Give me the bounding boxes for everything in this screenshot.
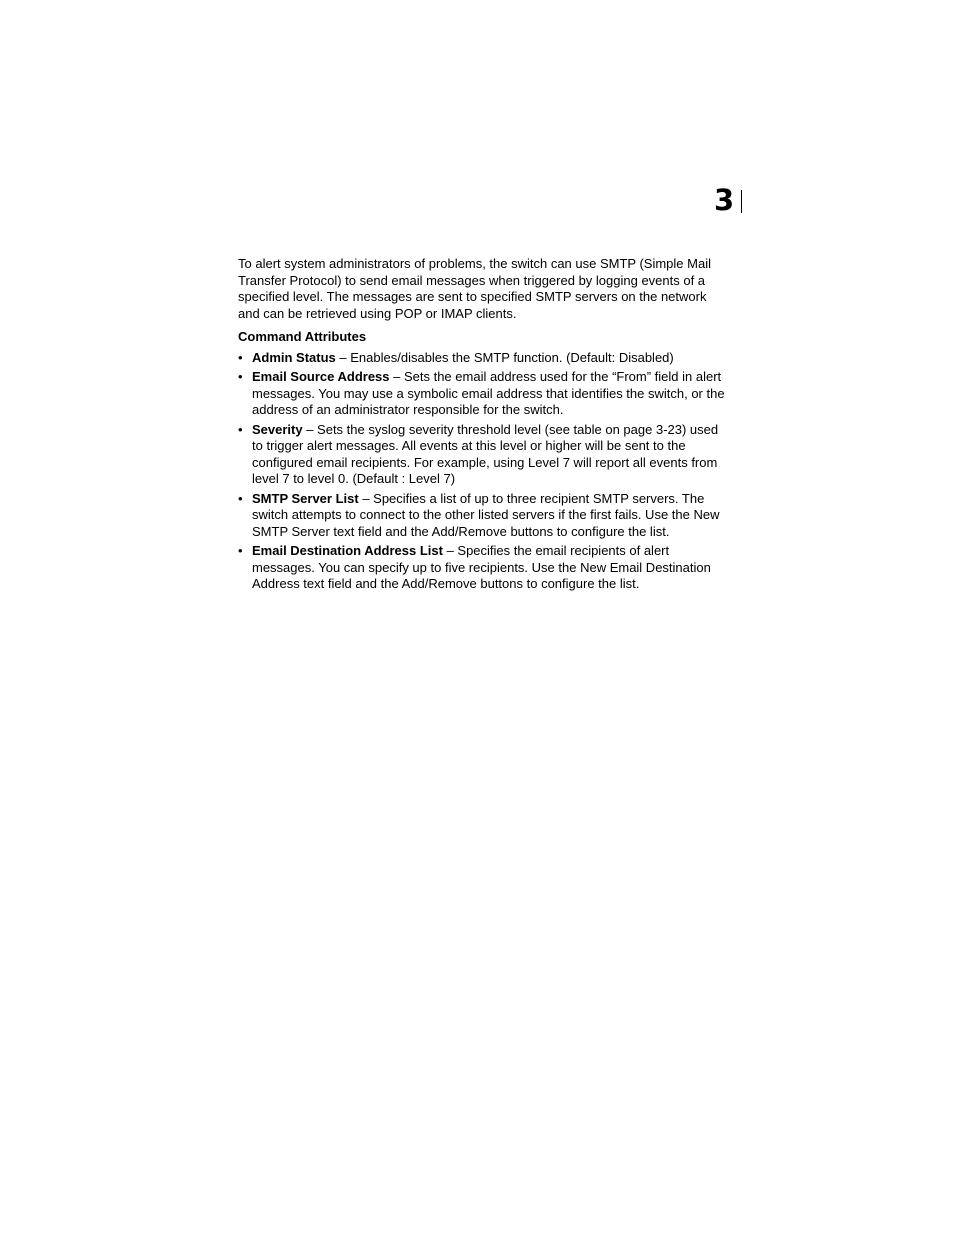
bullet: • bbox=[238, 349, 243, 365]
attribute-term: Severity bbox=[252, 421, 303, 437]
attribute-item-smtp-server-list bbox=[238, 491, 730, 541]
attribute-description: – Sets the email address used for the “From” field in alert messages. You may use a symbolic email address that identifies the switch, or the address of an administrator responsible for the switch. bbox=[252, 369, 725, 417]
bullet: • bbox=[238, 369, 243, 384]
attribute-description: – Specifies a list of up to three recipient SMTP servers. The switch attempts to connect to the other listed servers if the first fails. Use the New SMTP Server text field and the Add/Remove buttons to configure the list. bbox=[252, 490, 720, 539]
attribute-description: – Specifies the email recipients of alert messages. You can specify up to five recipients. Use the New Email Destination Address text field and the Add/Remove buttons to configure the list. bbox=[252, 543, 711, 591]
attribute-item-email-destination-address-list bbox=[238, 543, 730, 593]
attribute-term: Admin Status bbox=[252, 349, 336, 365]
attribute-description: – Enables/disables the SMTP function. (Default: Disabled) bbox=[335, 349, 674, 365]
attribute-list bbox=[238, 350, 730, 593]
attribute-item-admin-status bbox=[238, 350, 730, 367]
attribute-term: SMTP Server List bbox=[252, 490, 359, 506]
chapter-marker bbox=[714, 185, 744, 215]
chapter-rule bbox=[741, 190, 742, 213]
section-heading: Command Attributes bbox=[238, 329, 367, 344]
intro-paragraph: To alert system administrators of problems, the switch can use SMTP (Simple Mail Transfer Protocol) to send email messages when triggered by logging events of a specified level. The messages are sent to specified SMTP servers on the network and can be retrieved using POP or IMAP clients. bbox=[238, 256, 711, 321]
bullet: • bbox=[238, 421, 243, 437]
attribute-item-severity bbox=[238, 422, 730, 488]
attribute-item-email-source-address bbox=[238, 369, 730, 419]
attribute-term: Email Destination Address List bbox=[252, 543, 443, 558]
bullet: • bbox=[238, 543, 243, 558]
page-content bbox=[238, 256, 730, 596]
bullet: • bbox=[238, 490, 243, 506]
chapter-number: 3 bbox=[714, 183, 735, 217]
attribute-description: – Sets the syslog severity threshold level (see table on page 3-23) used to trigger alert messages. All events at this level or higher will be sent to the configured email recipients. For example, using Level 7 will report all events from level 7 to level 0. (Default : Level 7) bbox=[252, 421, 719, 486]
attribute-term: Email Source Address bbox=[252, 369, 390, 384]
